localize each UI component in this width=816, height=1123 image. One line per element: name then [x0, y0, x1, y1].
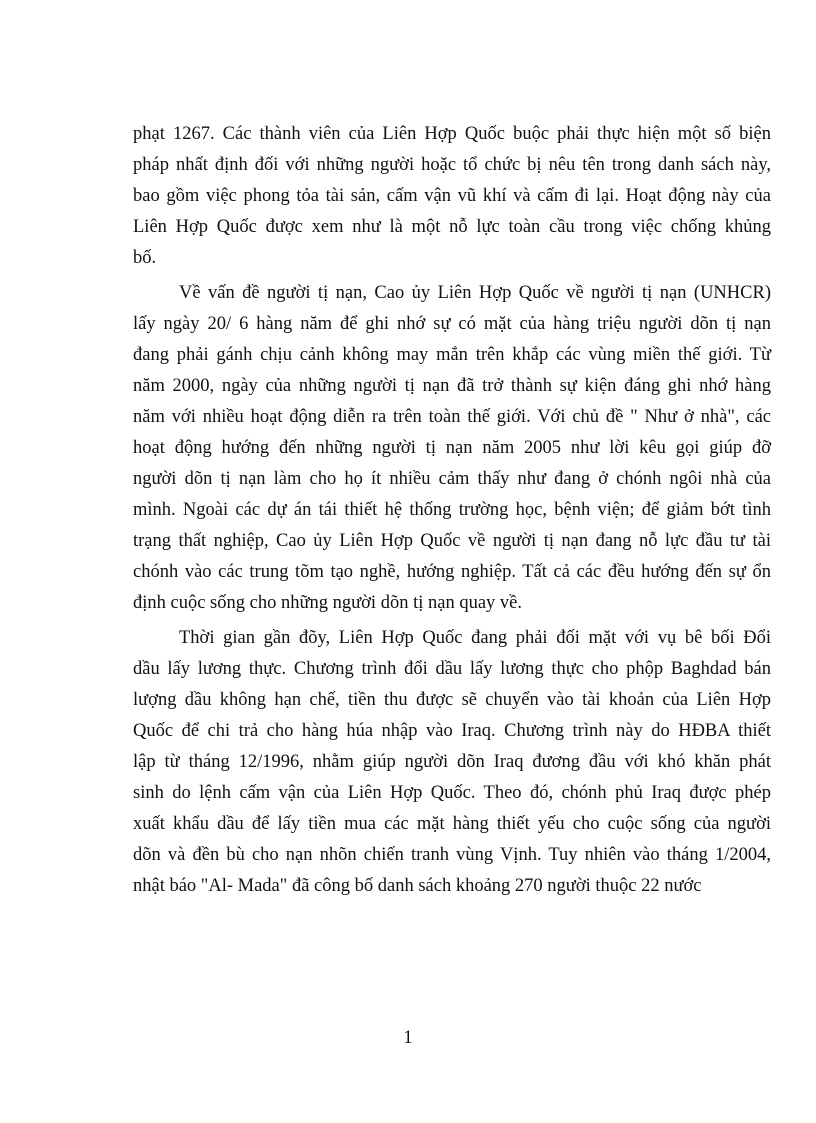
text-line: chónh vào các trung tõm tạo nghề, hướng nghiệp. Tất cả các đều hướng đến sự ổn: [133, 562, 771, 582]
text-line: mình. Ngoài các dự án tái thiết hệ thống trường học, bệnh viện; để giảm bớt tình: [133, 500, 771, 520]
text-line: Quốc để chi trả cho hàng húa nhập vào Iraq. Chương trình này do HĐBA thiết: [133, 721, 771, 741]
text-line: lập từ tháng 12/1996, nhằm giúp người dõn Iraq đương đầu với khó khăn phát: [133, 752, 771, 772]
paragraph-1: [133, 119, 771, 274]
text-line: sinh do lệnh cấm vận của Liên Hợp Quốc. Theo đó, chónh phủ Iraq được phép: [133, 783, 771, 803]
text-line: pháp nhất định đối với những người hoặc tổ chức bị nêu tên trong danh sách này,: [133, 155, 771, 175]
text-line: dõn và đền bù cho nạn nhõn chiến tranh vùng Vịnh. Tuy nhiên vào tháng 1/2004,: [133, 845, 771, 865]
text-line: Liên Hợp Quốc được xem như là một nỗ lực toàn cầu trong việc chống khủng: [133, 217, 771, 237]
text-line: nhật báo "Al- Mada" đã công bố danh sách khoảng 270 người thuộc 22 nước: [133, 876, 702, 896]
text-line: phạt 1267. Các thành viên của Liên Hợp Quốc buộc phải thực hiện một số biện: [133, 124, 771, 144]
text-line: đang phải gánh chịu cảnh không may mắn trên khắp các vùng miền thế giới. Từ: [133, 345, 771, 365]
text-line: năm 2000, ngày của những người tị nạn đã trở thành sự kiện đáng ghi nhớ hàng: [133, 376, 771, 396]
text-line: người dõn tị nạn làm cho họ ít nhiều cảm thấy như đang ở chónh ngôi nhà của: [133, 469, 771, 489]
text-line: lượng dầu không hạn chế, tiền thu được sẽ chuyển vào tài khoản của Liên Hợp: [133, 690, 771, 710]
text-line: bố.: [133, 248, 157, 268]
text-line: lấy ngày 20/ 6 hàng năm để ghi nhớ sự có mặt của hàng triệu người dõn tị nạn: [133, 314, 771, 334]
text-line: năm với nhiều hoạt động diễn ra trên toàn thế giới. Với chủ đề " Như ở nhà", các: [133, 407, 771, 427]
text-line: bao gồm việc phong tỏa tài sản, cấm vận vũ khí và cấm đi lại. Hoạt động này của: [133, 186, 771, 206]
page-number: 1: [403, 1028, 413, 1048]
text-line: Về vấn đề người tị nạn, Cao ủy Liên Hợp Quốc về người tị nạn (UNHCR): [179, 283, 771, 303]
text-line: định cuộc sống cho những người dõn tị nạn quay về.: [133, 593, 522, 613]
text-line: trạng thất nghiệp, Cao ủy Liên Hợp Quốc về người tị nạn đang nỗ lực đầu tư tài: [133, 531, 771, 551]
text-line: xuất khẩu dầu để lấy tiền mua các mặt hàng thiết yếu cho cuộc sống của người: [133, 814, 771, 834]
paragraph-2: [133, 278, 771, 619]
text-line: hoạt động hướng đến những người tị nạn năm 2005 như lời kêu gọi giúp đỡ: [133, 438, 771, 458]
text-line: Thời gian gần đõy, Liên Hợp Quốc đang phải đối mặt với vụ bê bối Đổi: [179, 628, 771, 648]
paragraph-3: [133, 623, 771, 902]
text-line: dầu lấy lương thực. Chương trình đổi dầu lấy lương thực cho phộp Baghdad bán: [133, 659, 771, 679]
body-text: [133, 119, 771, 902]
